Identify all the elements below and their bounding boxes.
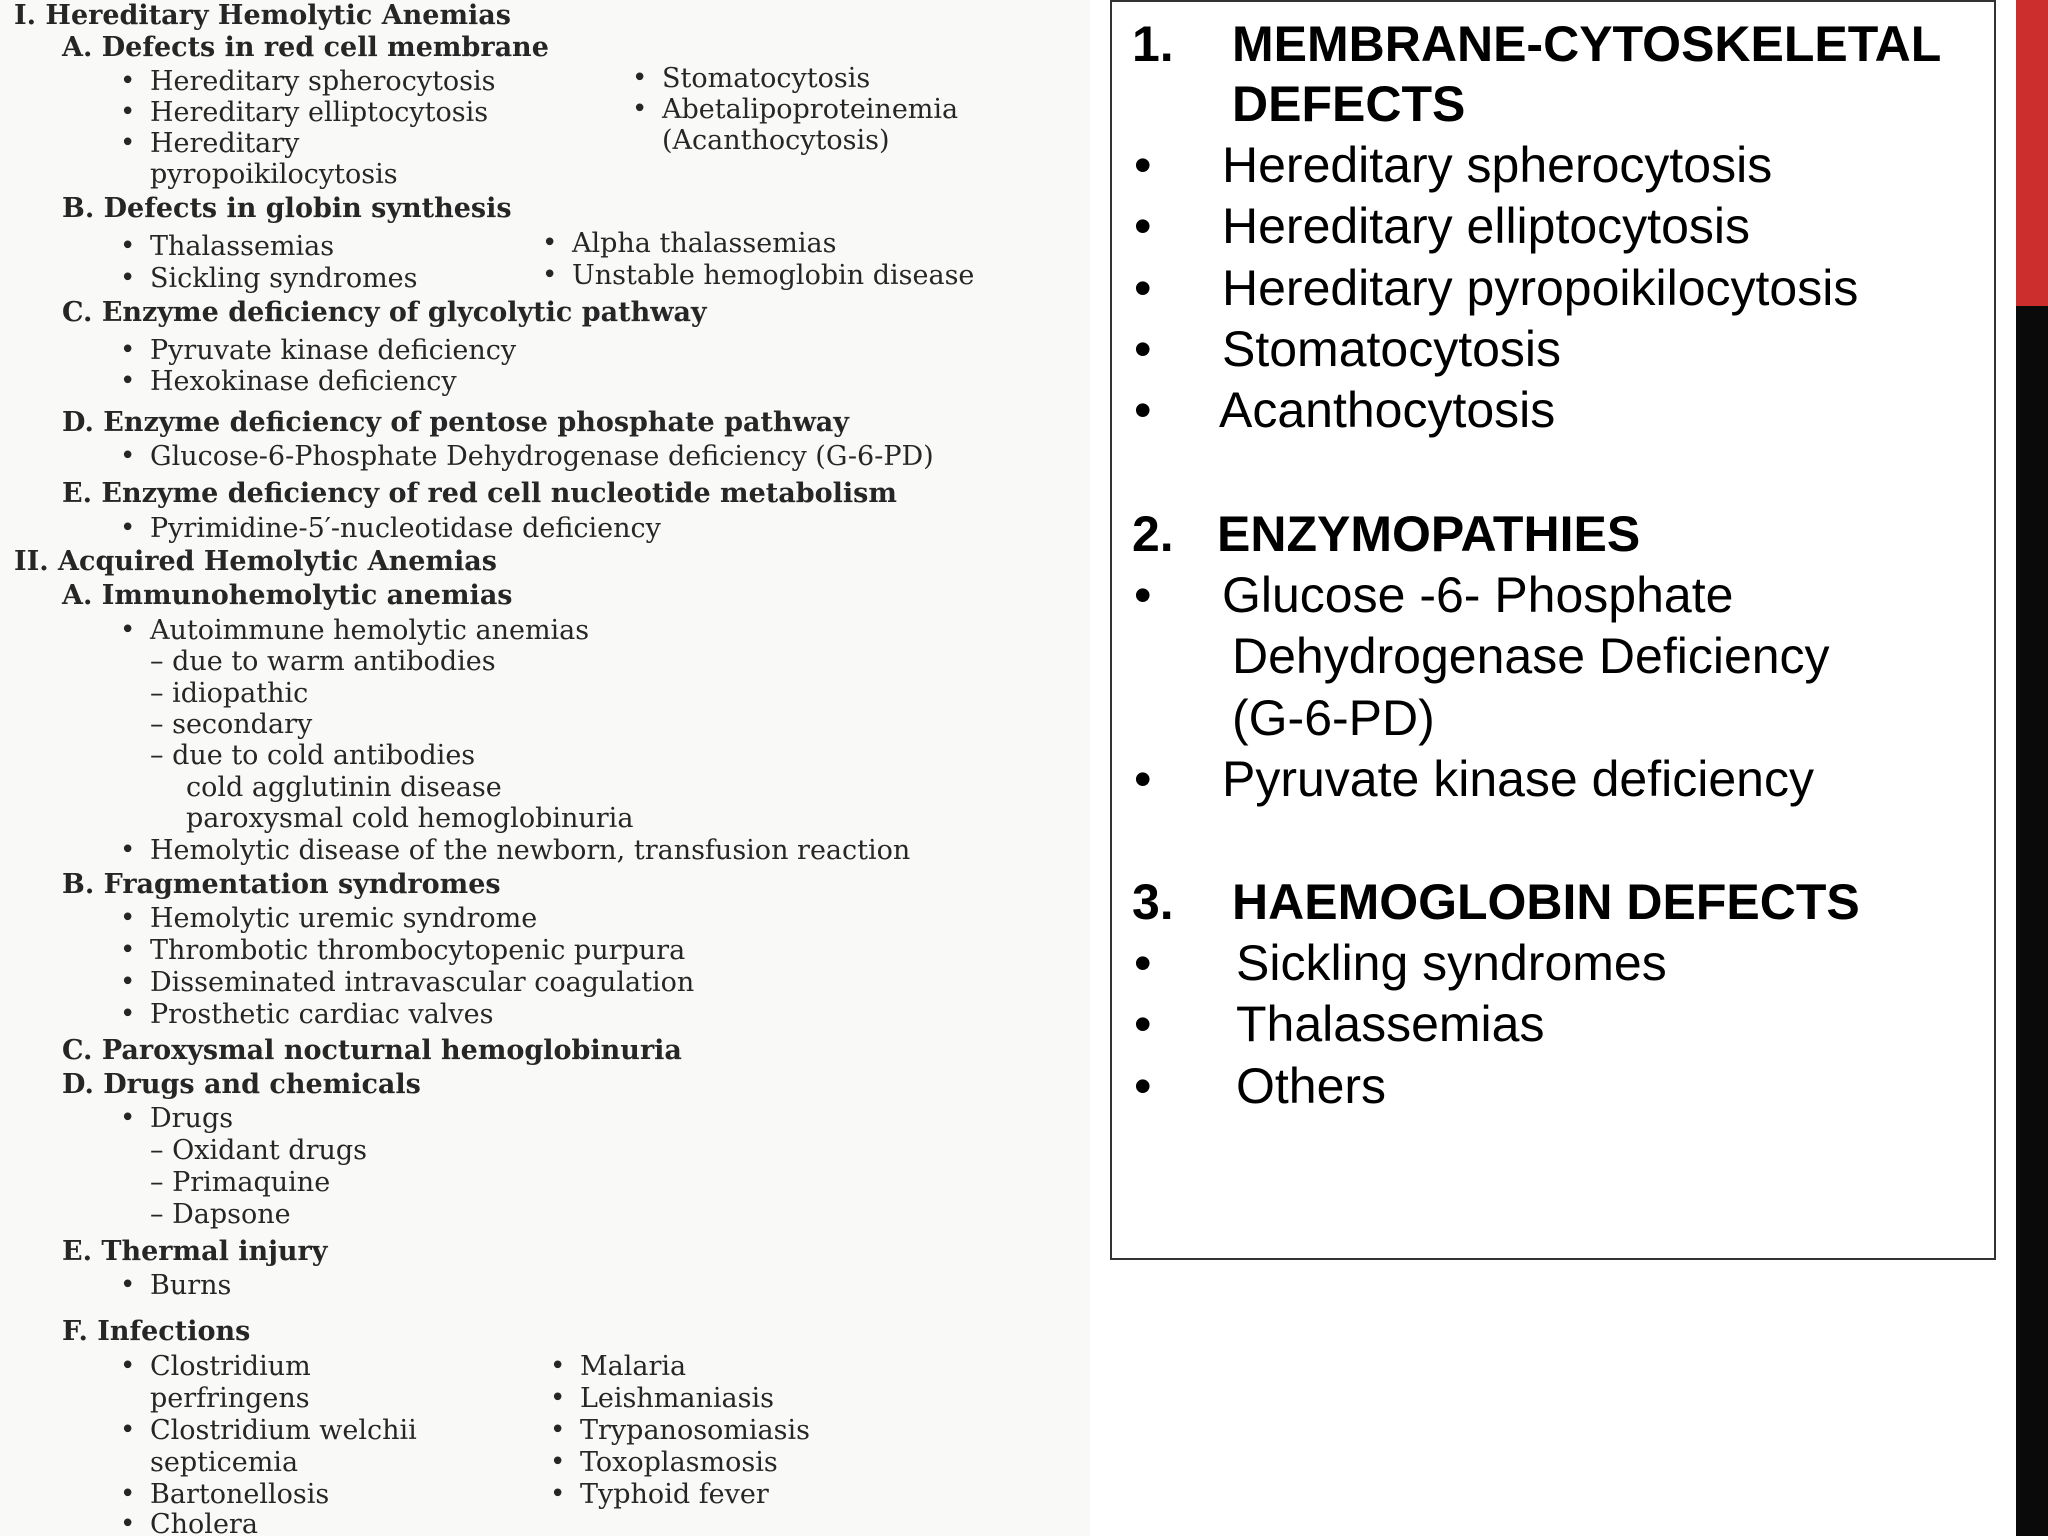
list-item: • Toxoplasmosis: [580, 1447, 778, 1478]
list-subitem: – due to warm antibodies: [150, 646, 496, 677]
list-subitem: – Dapsone: [150, 1199, 291, 1230]
list-item: • Bartonellosis: [150, 1479, 329, 1510]
group-number: 1.: [1132, 16, 1174, 72]
bullet-icon: •: [1134, 996, 1152, 1052]
bullet-icon: •: [1134, 137, 1152, 193]
bullet-icon: •: [1134, 1058, 1152, 1114]
list-item: • Abetalipoproteinemia: [662, 94, 958, 125]
list-item: • Stomatocytosis: [662, 63, 870, 94]
list-item-continuation: (Acanthocytosis): [662, 125, 890, 156]
list-subitem: – secondary: [150, 709, 313, 740]
list-subitem: – due to cold antibodies: [150, 740, 476, 771]
list-item: • Hexokinase deficiency: [150, 366, 457, 397]
list-item: • Cholera: [150, 1509, 258, 1540]
list-item: • Glucose-6-Phosphate Dehydrogenase deficiency (G-6-PD): [150, 441, 934, 472]
subheading-fragmentation: B. Fragmentation syndromes: [62, 869, 501, 900]
list-item: • Disseminated intravascular coagulation: [150, 967, 694, 998]
bullet-icon: •: [1134, 567, 1152, 623]
list-item: • Prosthetic cardiac valves: [150, 999, 494, 1030]
list-item: • Typhoid fever: [580, 1479, 769, 1510]
subheading-glycolytic-pathway: C. Enzyme deficiency of glycolytic pathway: [62, 297, 707, 328]
bullet-icon: •: [1134, 382, 1152, 438]
subheading-nucleotide-metabolism: E. Enzyme deficiency of red cell nucleotide metabolism: [62, 478, 897, 509]
list-item: • Thrombotic thrombocytopenic purpura: [150, 935, 685, 966]
group-number: 2.: [1132, 506, 1174, 562]
list-item: • Sickling syndromes: [150, 263, 418, 294]
subheading-globin-synthesis: B. Defects in globin synthesis: [62, 193, 512, 224]
group-heading-enzymopathies: ENZYMOPATHIES: [1217, 506, 1641, 562]
summary-item: Others: [1236, 1058, 1387, 1114]
subheading-pentose-phosphate: D. Enzyme deficiency of pentose phosphate pathway: [62, 407, 849, 438]
list-item-continuation: pyropoikilocytosis: [150, 159, 398, 190]
list-subitem: – idiopathic: [150, 678, 309, 709]
list-item: • Hereditary spherocytosis: [150, 66, 496, 97]
list-item: • Clostridium welchii: [150, 1415, 417, 1446]
subheading-drugs-chemicals: D. Drugs and chemicals: [62, 1069, 421, 1100]
list-item: • Autoimmune hemolytic anemias: [150, 615, 589, 646]
accent-bar-red: [2016, 0, 2048, 306]
list-item: • Hemolytic uremic syndrome: [150, 903, 537, 934]
summary-item-continuation: (G-6-PD): [1232, 690, 1435, 746]
bullet-icon: •: [1134, 321, 1152, 377]
list-item: • Hereditary: [150, 128, 299, 159]
list-item-continuation: perfringens: [150, 1383, 310, 1414]
bullet-icon: •: [1134, 935, 1152, 991]
accent-bar-black: [2016, 306, 2048, 1536]
list-item: • Leishmaniasis: [580, 1383, 774, 1414]
summary-box: [1110, 0, 1996, 1260]
list-item: • Alpha thalassemias: [572, 228, 836, 259]
summary-item: Pyruvate kinase deficiency: [1222, 751, 1814, 807]
list-item: • Hemolytic disease of the newborn, transfusion reaction: [150, 835, 910, 866]
section-heading-hereditary: I. Hereditary Hemolytic Anemias: [14, 0, 511, 31]
summary-item: Acanthocytosis: [1219, 382, 1556, 438]
list-item: • Clostridium: [150, 1351, 311, 1382]
list-subitem: – Primaquine: [150, 1167, 331, 1198]
list-item: • Malaria: [580, 1351, 686, 1382]
list-item: • Hereditary elliptocytosis: [150, 97, 488, 128]
summary-item: Sickling syndromes: [1236, 935, 1667, 991]
list-item: • Burns: [150, 1270, 231, 1301]
subheading-membrane-defects: A. Defects in red cell membrane: [62, 32, 549, 63]
list-item-continuation: septicemia: [150, 1447, 299, 1478]
bullet-icon: •: [1134, 260, 1152, 316]
list-subitem: – Oxidant drugs: [150, 1135, 368, 1166]
section-heading-acquired: II. Acquired Hemolytic Anemias: [14, 546, 497, 577]
list-item: • Pyrimidine-5′-nucleotidase deficiency: [150, 513, 661, 544]
subheading-immunohemolytic: A. Immunohemolytic anemias: [62, 580, 513, 611]
summary-item-continuation: Dehydrogenase Deficiency: [1232, 628, 1830, 684]
subheading-pnh: C. Paroxysmal nocturnal hemoglobinuria: [62, 1035, 682, 1066]
list-item: • Unstable hemoglobin disease: [572, 260, 974, 291]
group-heading-membrane-line2: DEFECTS: [1232, 76, 1466, 132]
bullet-icon: •: [1134, 198, 1152, 254]
list-item: • Trypanosomiasis: [580, 1415, 810, 1446]
summary-item: Hereditary spherocytosis: [1222, 137, 1773, 193]
list-subitem: cold agglutinin disease: [186, 772, 502, 803]
subheading-infections: F. Infections: [62, 1316, 251, 1347]
summary-item: Thalassemias: [1236, 996, 1545, 1052]
list-subitem: paroxysmal cold hemoglobinuria: [186, 803, 634, 834]
group-number: 3.: [1132, 874, 1174, 930]
list-item: • Thalassemias: [150, 231, 334, 262]
bullet-icon: •: [1134, 751, 1152, 807]
list-item: • Pyruvate kinase deficiency: [150, 335, 516, 366]
group-heading-haemoglobin: HAEMOGLOBIN DEFECTS: [1232, 874, 1860, 930]
list-item: • Drugs: [150, 1103, 233, 1134]
group-heading-membrane: MEMBRANE-CYTOSKELETAL: [1232, 16, 1942, 72]
summary-item: Stomatocytosis: [1222, 321, 1562, 377]
summary-item: Hereditary elliptocytosis: [1222, 198, 1750, 254]
subheading-thermal-injury: E. Thermal injury: [62, 1236, 328, 1267]
summary-item: Hereditary pyropoikilocytosis: [1222, 260, 1859, 316]
summary-item: Glucose -6- Phosphate: [1222, 567, 1734, 623]
